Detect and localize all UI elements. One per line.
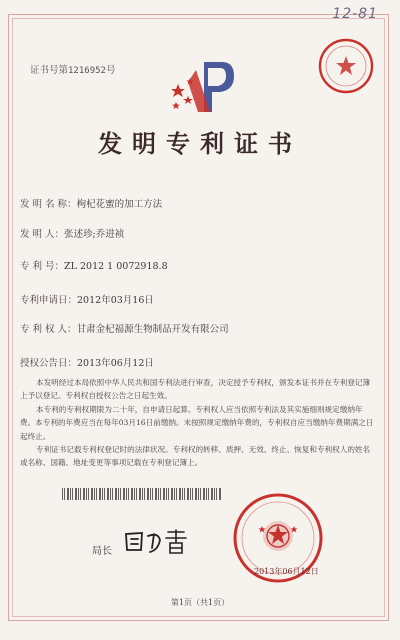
certificate-number xyxy=(30,62,115,76)
body-paragraph: 专利证书记载专利权登记时的法律状况。专利权的转移、质押、无效、终止、恢复和专利权人的姓名或名称、国籍、地址变更等事项记载在专利登记簿上。 xyxy=(20,445,371,468)
seal-date: 2013年06月12日 xyxy=(254,567,319,576)
certificate-number-label: 证书号第 xyxy=(30,65,69,76)
handwritten-note: 12-81 xyxy=(332,6,378,22)
inventor-value: 张述珍;乔进祯 xyxy=(64,229,125,240)
patent-number-value: ZL 2012 1 0072918.8 xyxy=(64,261,168,272)
invention-name-row xyxy=(20,196,162,210)
patentee-label: 专 利 权 人： xyxy=(20,324,77,335)
grant-date-value: 2013年06月12日 xyxy=(77,358,154,369)
page-footer: 第1页（共1页） xyxy=(170,598,230,607)
inventor-label: 发 明 人： xyxy=(20,229,65,240)
certificate-title: 发明专利证书 xyxy=(98,130,302,158)
certificate-number-value: 1216952 xyxy=(68,66,106,76)
certificate-number-suffix: 号 xyxy=(105,65,116,76)
director-signature-icon xyxy=(122,526,192,556)
application-date-row xyxy=(20,292,154,306)
inventor-row xyxy=(20,226,124,240)
application-date-label: 专利申请日： xyxy=(20,295,78,306)
barcode xyxy=(62,488,222,500)
invention-name-label: 发 明 名 称： xyxy=(20,199,77,210)
invention-name-value: 枸杞花蜜的加工方法 xyxy=(76,199,163,210)
patentee-row xyxy=(20,321,229,335)
body-paragraph: 本发明经过本局依照中华人民共和国专利法进行审查，决定授予专利权，颁发本证书并在专利登记簿上予以登记。专利权自授权公告之日起生效。 xyxy=(20,378,371,401)
body-paragraph: 本专利的专利权期限为二十年，自申请日起算。专利权人应当依照专利法及其实施细则规定缴纳年费。本专利的年费应当在每年03月16日前缴纳。未按照规定缴纳年费的，专利权自应当缴纳年费期满之日起终止。 xyxy=(20,404,374,441)
director-label: 局长 xyxy=(92,546,112,557)
grant-date-row xyxy=(20,355,154,369)
application-date-value: 2012年03月16日 xyxy=(77,295,154,306)
grant-date-label: 授权公告日： xyxy=(20,358,78,369)
patentee-value: 甘肃金杞福源生物制品开发有限公司 xyxy=(76,324,229,335)
top-official-seal-icon xyxy=(318,38,374,94)
certificate-body xyxy=(20,376,375,470)
patent-office-logo-icon xyxy=(168,56,238,118)
patent-number-row xyxy=(20,258,168,272)
patent-number-label: 专 利 号： xyxy=(20,261,65,272)
